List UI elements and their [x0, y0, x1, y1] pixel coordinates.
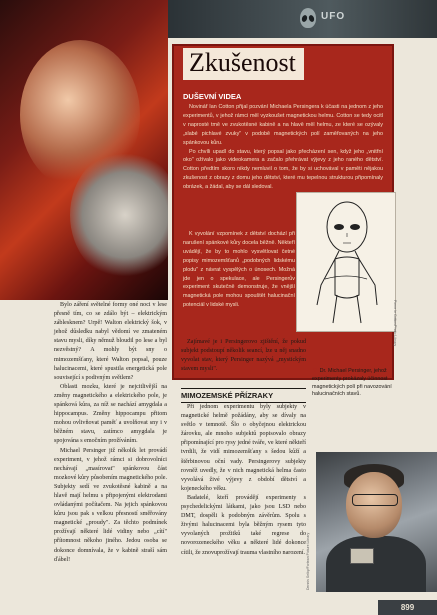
section-label: UFO: [321, 11, 346, 22]
article-paragraph: Zajímavé je i Persingerovo zjištění, že pokud subjekt podstoupí několik seancí, lze u něj snadno vyvolat stav, který Persinger nazývá „mystickým stavem mysli".: [181, 339, 306, 373]
caption-text: Dr. Michael Persinger, jehož experimenty prokázaly účinnost magnetických polí při navozování halucinačních stavů.: [312, 368, 392, 398]
alien-illustration: [296, 192, 396, 332]
sidebar-body: [183, 103, 383, 192]
sidebar-paragraph: Po chvíli upadl do stavu, který popsal jako přecházení sen, když jeho „vnitřní oko" ožívalo jako videokamera a začalo přehrávat výjevy z jeho raného dětství. Cotton předtím skoro nikdy nemluvil o tom, že by si uchovával v paměti nějakou zkušenost z obrazy z domu jeho dětství, které mu tepelnou strukturou připomínaly obrázek, a žádal, aby se dál sledoval.: [183, 148, 383, 191]
caption-arrow-icon: ▼: [312, 368, 320, 374]
sidebar-title: Zkušenost: [183, 48, 304, 80]
article-paragraph: Michael Persinger již několik let provádí experiment, v jehož rámci si dobrovolníci nechávají „masírovat" spánkovou část mozkové kůry působením magnetického pole. Subjekty sedí ve zvukotěsné kabině a na hlavě mají helmu s připojenými elektrodami ovládanými počítačem. Na jejich spánkovou kůru jsou pak s velkou přesností směřovány magnetické „proudy". Za těchto podmínek prožívají některé lidé vidiny nebo „cítí" přítomnost někoho jiného. Jedou osoba se dokonce domnívala, že v kabině straší sám ďábel!: [54, 447, 167, 563]
alien-head-icon: [300, 8, 316, 28]
article-paragraph: Bylo záření světelné formy oné noci v lese přesně tím, co se zdálo být – elektrickým záblesknem? Urpě! Walton elektrický šok, v jehož důsledku nabyl vědomí ve zmateném stavu mysli, díky němuž bloudil po lese a byl nezvěstný? A mohly být sny o mimozemšťany, které Walton popsal, pouze halucinacemi, které spustila energetická pole související s podivným světlem?: [54, 302, 167, 381]
persinger-photo: [316, 452, 437, 592]
article-paragraph: Při jednom experimentu byly subjekty v magnetické helmě požádány, aby se dívaly na světlo v temnotě. Šlo o obyčejnou elektrickou žárovku, ale mnoho subjektů popisovalo obrazy připomínající pro rysy jedné tváře, ve které někteří tvrdili, že vidí mimozemšťany s šedou kůží a štěrbinovou oční vady. Persingerovy subjekty rovněž uvedly, že v nich magnetická helma často vyvolává živé výjevy z období dětství a kojeneckého věku.: [181, 404, 306, 492]
page-number: 899: [378, 600, 437, 615]
brain-photo: [0, 0, 168, 300]
illustration-credit: Pierre le Cotton/Photo Library: [393, 300, 397, 347]
middle-column: [181, 338, 306, 374]
middle-column-continued: [181, 403, 306, 558]
photo-figure-glasses: [352, 494, 398, 506]
photo-device: [350, 548, 374, 564]
photo-credit: Dennis Selby/Fortean Picture Library: [306, 532, 310, 590]
sidebar-subtitle: DUŠEVNÍ VIDEA: [183, 92, 242, 101]
article-paragraph: Oblasti mozku, které je nejcitlivější na změny magnetického a elektrického pole, je spánková kůra, za níž se nachází amygdala a hippocampus. Změny hippocampu přitom mohou ovlivňovat paměť a uvolňovat sny i v běžném stavu, zatímco amygdala je spojována s emočním prožíváním.: [54, 383, 167, 445]
photo-shadow: [70, 150, 168, 280]
sidebar-paragraph: Novinář Ian Cotton přijal pozvání Michaela Persingera k účasti na jednom z jeho experimentů, v jehož rámci měl vyzkoušet magnetickou helmu. Cotton se tedy ocitl v naprosté tmě ve zvukotěsné kabině a na hlavě měl helmu, ze které se ozývaly „slabé pichlavé zvuky" v podobě magnetických polí zaměřovaných na jeho spánkovou kůru.: [183, 104, 383, 146]
section-heading: MIMOZEMSKÉ PŘÍZRAKY: [181, 388, 306, 403]
sidebar-paragraph: K vyvolání vzpomínek z dětství dochází při narušení spánkové kůry docela běžně. Někteří uvádějí, že by to mohlo vysvětlovat četné popisy mimozemšťanů „podobných lidskému plodu" z návrat vyspělých o únosech. Možná jde jen o spekulace, ale Persingerův experiment skutečně demonstruje, že vnější magnetická pole mohou spouštět halucinační potenciál v lidské mysli.: [183, 231, 295, 309]
left-column: [54, 301, 167, 565]
article-paragraph: Badatelé, kteří provádějí experimenty s psychedelickými látkami, jako jsou LSD nebo DMT, dospěli k podobným závěrům. Spolu s živými halucinacemi byla běžným rysem tyto vyvolaných prožitků také regrese do novorozeneckého věku a některé lidé dokonce cítili, že znovuprožívají trauma vlastního narození.: [181, 494, 306, 556]
photo-caption: [312, 368, 404, 399]
photo-figure-body: [326, 536, 426, 592]
sidebar-body-continued: [183, 230, 295, 310]
